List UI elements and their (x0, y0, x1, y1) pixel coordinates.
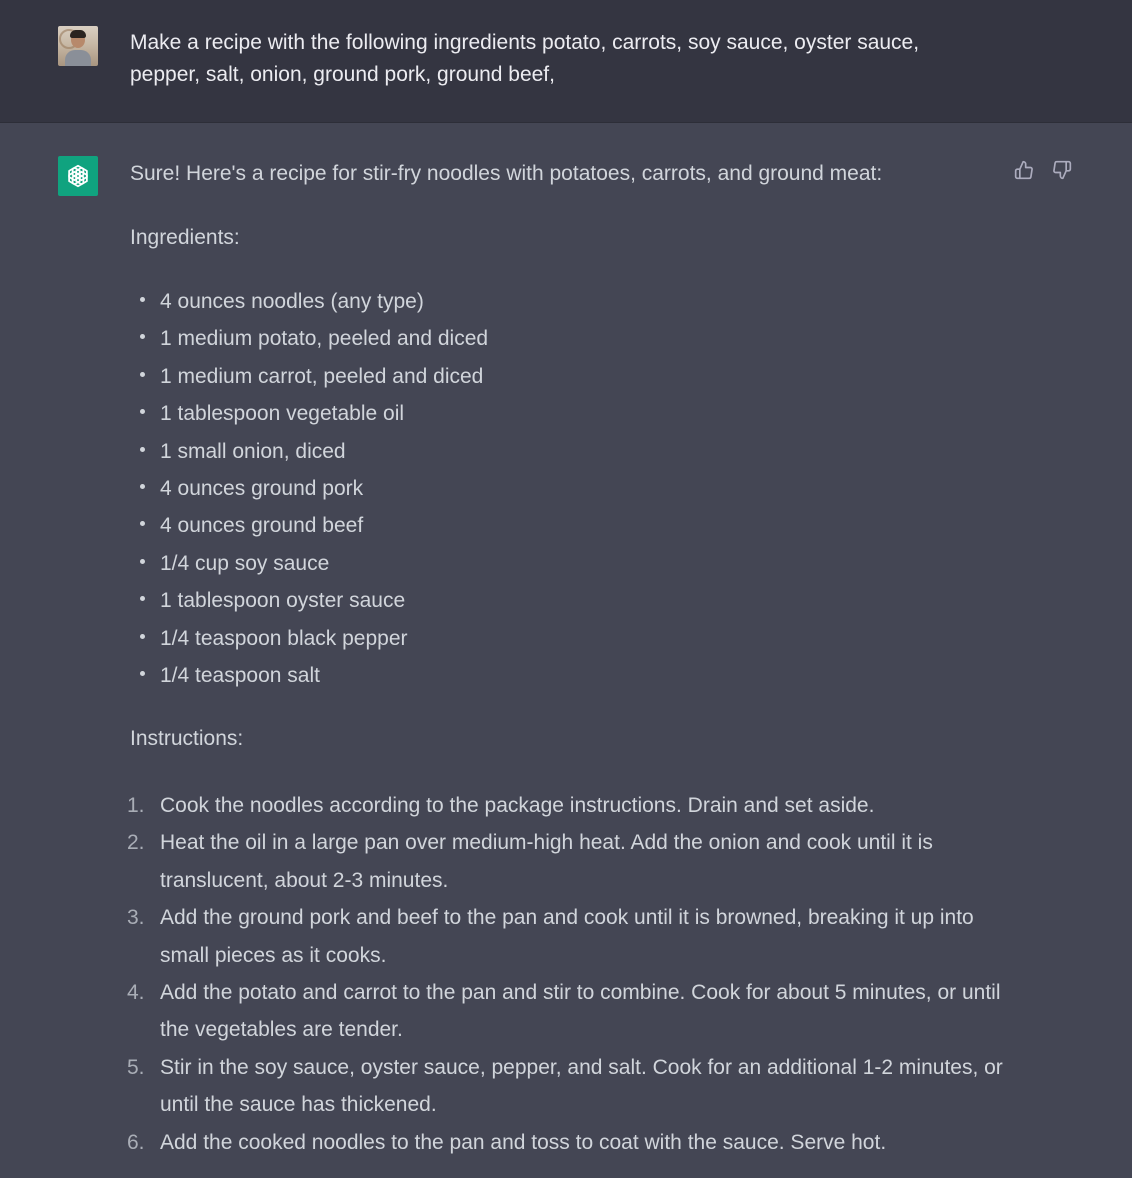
list-item (127, 974, 1010, 1049)
ingredient-text: 1 medium potato, peeled and diced (160, 327, 489, 351)
ingredient-text: 4 ounces ground pork (160, 476, 364, 500)
bullet (140, 596, 145, 601)
assistant-message-row (0, 123, 1132, 1178)
step-text: Stir in the soy sauce, oyster sauce, pepper, and salt. Cook for an additional 1-2 minutes, or until the sauce has thickened. (160, 1055, 1003, 1117)
bullet (140, 447, 145, 452)
list-item (130, 623, 488, 660)
list-item (130, 323, 488, 360)
ingredients-list (130, 286, 488, 697)
list-item (127, 899, 1010, 974)
list-item (130, 473, 488, 510)
list-item (130, 361, 488, 398)
step-text: Cook the noodles according to the package instructions. Drain and set aside. (160, 794, 875, 817)
thumbs-up-icon (1014, 160, 1034, 180)
instructions-heading: Instructions: (130, 727, 244, 750)
bullet (140, 409, 145, 414)
ingredient-text: 4 ounces ground beef (160, 514, 364, 538)
list-item (127, 1124, 1010, 1161)
assistant-intro: Sure! Here's a recipe for stir-fry noodles with potatoes, carrots, and ground meat: (130, 162, 883, 185)
thumbs-up-button[interactable] (1014, 159, 1034, 181)
list-item (130, 548, 488, 585)
list-item (130, 510, 488, 547)
step-number: 2. (127, 831, 145, 855)
bullet (140, 521, 145, 526)
list-item (130, 585, 488, 622)
ingredient-text: 1 tablespoon oyster sauce (160, 589, 406, 613)
list-item (130, 286, 488, 323)
step-text: Add the ground pork and beef to the pan and cook until it is browned, breaking it up into small pieces as it cooks. (160, 906, 974, 967)
bullet (140, 671, 145, 676)
step-text: Add the cooked noodles to the pan and toss to coat with the sauce. Serve hot. (160, 1130, 887, 1154)
user-message-text: Make a recipe with the following ingredients potato, carrots, soy sauce, oyster sauce, pepper, salt, onion, ground pork, ground beef, (130, 31, 920, 86)
step-number: 6. (127, 1130, 145, 1154)
ingredient-text: 1 tablespoon vegetable oil (160, 402, 405, 426)
openai-logo-icon (58, 156, 98, 196)
bullet (140, 559, 145, 564)
step-number: 4. (127, 981, 145, 1005)
list-item (130, 660, 488, 697)
list-item (127, 824, 1010, 899)
step-number: 5. (127, 1055, 145, 1079)
user-avatar (58, 26, 98, 66)
bullet (140, 372, 145, 377)
step-number: 3. (127, 906, 145, 930)
bullet (140, 634, 145, 639)
thumbs-down-button[interactable] (1052, 159, 1072, 181)
ingredient-text: 4 ounces noodles (any type) (160, 290, 424, 313)
list-item (127, 1049, 1010, 1124)
bullet (140, 334, 145, 339)
feedback-buttons (1014, 159, 1072, 181)
step-text: Heat the oil in a large pan over medium-high heat. Add the onion and cook until it is translucent, about 2-3 minutes. (160, 831, 933, 892)
ingredient-text: 1/4 cup soy sauce (160, 551, 330, 575)
ingredient-text: 1/4 teaspoon black pepper (160, 626, 408, 650)
ingredient-text: 1/4 teaspoon salt (160, 663, 320, 687)
bullet (140, 484, 145, 489)
ingredient-text: 1 small onion, diced (160, 439, 346, 463)
list-item (130, 436, 488, 473)
user-message-row (0, 0, 1132, 123)
step-text: Add the potato and carrot to the pan and stir to combine. Cook for about 5 minutes, or until the vegetables are tender. (160, 981, 1001, 1042)
instructions-list (127, 787, 1010, 1161)
list-item (127, 787, 1010, 824)
thumbs-down-icon (1052, 160, 1072, 180)
ingredients-heading: Ingredients: (130, 226, 240, 249)
step-number: 1. (127, 794, 145, 817)
bullet (140, 297, 145, 302)
ingredient-text: 1 medium carrot, peeled and diced (160, 364, 484, 388)
list-item (130, 398, 488, 435)
